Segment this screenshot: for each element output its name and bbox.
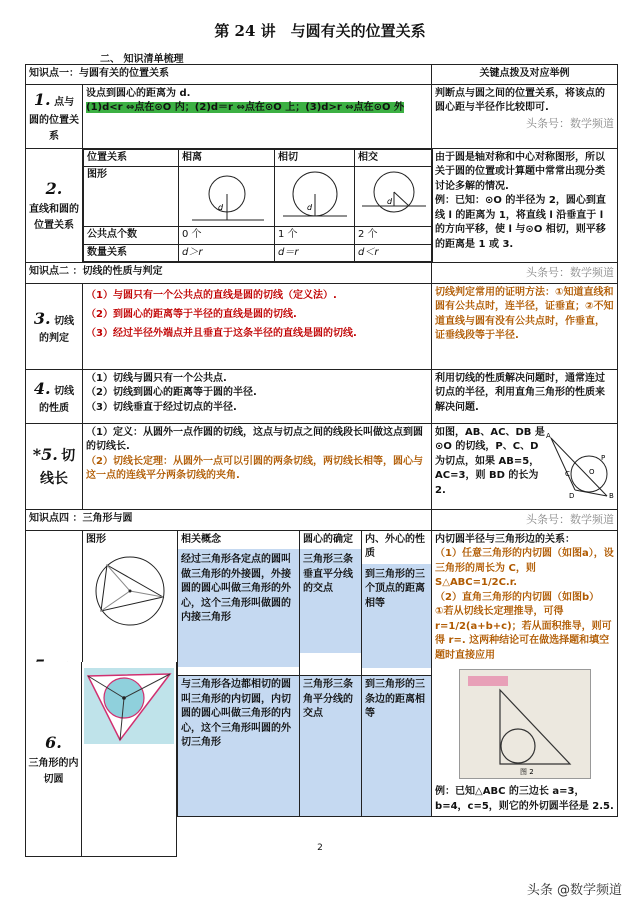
row2-tip-text: 由于圆是轴对称和中心对称图形，所以关于圆的位置或计算题中常常出现分类讨论多解的情况. <box>435 151 606 192</box>
row1-watermark: 头条号：数学频道 <box>526 116 615 130</box>
row6-center-cell <box>300 530 362 675</box>
row1-tip-text: 判断点与圆之间的位置关系，将该点的圆心距与半径作比较即可. <box>435 87 606 113</box>
row7-prop: 到三角形的三条边的距离相等 <box>362 676 432 817</box>
row7-concept: 与三角形各边都相切的圆叫三角形的内切圆，内切圆的圆心叫做三角形的内心，这个三角形叫圆的外切三角形 <box>178 676 300 817</box>
kp2-wm-cell <box>432 263 618 284</box>
line-circle-table <box>83 149 433 263</box>
kp2-header: 知识点二 ：切线的性质与判定 <box>26 263 432 284</box>
row2-num: 2. <box>45 179 63 199</box>
row-tangent-property <box>26 369 618 423</box>
row7-side <box>25 662 82 857</box>
row4-item-1: （1）切线与圆只有一个公共点. <box>86 372 227 384</box>
section-subtitle: 二、 知识清单梳理 <box>100 54 184 65</box>
qty-label: 数量关系 <box>84 244 179 262</box>
row6-concept-cell <box>178 530 300 675</box>
row3-content <box>83 283 432 369</box>
row3-side-label: 切线的判定 <box>39 315 75 345</box>
kp4-tip-3: ①若从切线长定理推导，可得 r=1/2(a+b+c)；若从面积推导，则可得 r=. 这两种结论可在做选择题和填空题时直接应用 <box>435 606 612 661</box>
row4-content <box>83 369 432 423</box>
fig-label-b: B <box>609 491 614 500</box>
kp4-tip-title: 内切圆半径与三角形边的关系： <box>435 533 576 545</box>
row5-def: （1）定义：从圆外一点作圆的切线，这点与切点之间的线段长叫做这点到圆的切线长. <box>86 426 423 453</box>
row4-item-2: （2）切线到圆心的距离等于圆的半径. <box>86 387 257 399</box>
qty-tangent: d＝r <box>275 244 355 262</box>
incircle-figure-cell <box>82 662 177 857</box>
row7-center: 三角形三条角平分线的交点 <box>300 676 362 817</box>
kp4-watermark: 头条号：数学频道 <box>526 512 615 526</box>
row3-tip: 切线判定常用的证明方法：①知道直线和圆有公共点时，连半径，证垂直；②不知道直线与圆有没有公共点时，作垂直，证垂线段等于半径. <box>432 283 618 369</box>
row2-tip <box>432 148 618 263</box>
tips-header: 关键点拨及对应举例 <box>432 65 618 85</box>
row5-side-2: 线长 <box>40 471 68 488</box>
row2-side <box>26 148 83 263</box>
row-point-circle <box>26 84 618 148</box>
row-tangent-judgement <box>26 283 618 369</box>
col-figure: 图形 <box>86 533 106 545</box>
row3-item-3: （3）经过半径外端点并且垂直于这条半径的直线是圆的切线. <box>86 327 357 339</box>
row4-num: 4. <box>33 378 51 398</box>
fig-label-p: P <box>601 453 606 462</box>
row5-content <box>83 423 432 509</box>
col-tangent: 相切 <box>275 149 355 167</box>
row1-num: 1. <box>33 90 51 110</box>
row6-prop: 到三角形的三个顶点的距离相等 <box>362 564 431 668</box>
row1-line1: 设点到圆心的距离为 d. <box>86 87 191 99</box>
fig-label-d: D <box>569 491 575 500</box>
row1-line2-text: (1)d<r ⇔点在⊙O 内；(2)d＝r ⇔点在⊙O 上；(3)d>r ⇔点在⊙O 外 <box>86 102 404 113</box>
row5-thm: （2）切线长定理：从圆外一点可以引圆的两条切线，两切线长相等，圆心与这一点的连线平分两条切线的夹角. <box>86 455 423 482</box>
fig-intersect <box>355 167 433 227</box>
row5-num: *5. <box>32 445 58 465</box>
fig-tangent <box>275 167 355 227</box>
qty-intersect: d＜r <box>355 244 433 262</box>
svg-text:d: d <box>306 203 312 212</box>
col-property: 内、外心的性质 <box>365 533 425 560</box>
kp1-header: 知识点一：与圆有关的位置关系 <box>26 65 432 85</box>
common-tangent: 1 个 <box>275 227 355 245</box>
graph-label: 图形 <box>84 167 179 227</box>
knowledge-table <box>25 64 617 817</box>
row5-side <box>26 423 83 509</box>
row-tangent-length <box>26 423 618 509</box>
row4-item-3: （3）切线垂直于经过切点的半径. <box>86 401 237 413</box>
separate-figure <box>184 168 270 224</box>
svg-text:d: d <box>217 203 223 212</box>
footer-watermark: 头条 @数学频道 <box>526 883 622 898</box>
row3-side <box>26 283 83 369</box>
col-intersect: 相交 <box>355 149 433 167</box>
incircle-figure <box>84 668 174 744</box>
kp2-watermark: 头条号：数学频道 <box>526 266 615 279</box>
common-intersect: 2 个 <box>355 227 433 245</box>
row7-num: 6. <box>45 733 62 753</box>
row2-content <box>83 148 432 263</box>
row3-item-1: （1）与圆只有一个公共点的直线是圆的切线（定义法）. <box>86 289 337 301</box>
col-concept: 相关概念 <box>181 533 221 545</box>
kp4-tip-cell <box>432 530 618 817</box>
page-number: 2 <box>317 843 323 853</box>
row6-center: 三角形三条垂直平分线的交点 <box>300 549 361 653</box>
row2-example: 例：已知：⊙O 的半径为 2，圆心到直线 l 的距离为 1，将直线 l 沿垂直于 l 的方向平移，使 l 与⊙O 相切，则平移的距离是 1 或 3. <box>435 195 606 250</box>
fig-label-o: O <box>589 467 595 476</box>
common-separate: 0 个 <box>179 227 275 245</box>
kp1-header-row <box>26 65 618 85</box>
row6-concept: 经过三角形各定点的圆叫做三角形的外接圆，外接圆的圆心叫做三角形的外心，这个三角形叫做圆的内接三角形 <box>178 549 299 667</box>
kp4-wm-cell <box>432 509 618 530</box>
qty-separate: d＞r <box>179 244 275 262</box>
intersect-figure <box>359 168 429 224</box>
fig-separate <box>179 167 275 227</box>
row-line-circle <box>26 148 618 263</box>
circumcircle-figure <box>85 549 175 629</box>
row3-num: 3. <box>33 308 51 328</box>
kp4-tip-1: （1）任意三角形的内切圆（如图a），设三角形的周长为 C，则 S△ABC=1/2C.r. <box>435 548 614 589</box>
row3-item-2: （2）到圆心的距离等于半径的直线是圆的切线. <box>86 308 297 320</box>
page-title: 第 24 讲 与圆有关的位置关系 <box>214 22 426 40</box>
kp4-header-row <box>26 509 618 530</box>
row4-side-label: 切线的性质 <box>39 385 75 415</box>
common-label: 公共点个数 <box>84 227 179 245</box>
row1-tip <box>432 84 618 148</box>
textbook-photo <box>459 669 591 779</box>
row7-side-label: 三角形的内切圆 <box>28 757 79 785</box>
col-center: 圆心的确定 <box>303 533 353 545</box>
tangent-figure <box>279 168 351 224</box>
row-circumcircle <box>26 530 618 675</box>
row1-line2 <box>86 101 428 116</box>
row1-side <box>26 84 83 148</box>
col-separate: 相离 <box>179 149 275 167</box>
fig-label-c: C <box>565 469 570 478</box>
row6-prop-cell <box>362 530 432 675</box>
fig-label-a: A <box>546 431 551 440</box>
row5-tip-cell <box>432 423 618 509</box>
row5-side-1: 切 <box>61 448 76 465</box>
row4-side <box>26 369 83 423</box>
photo-caption: 图 2 <box>519 768 534 777</box>
col-relation: 位置关系 <box>84 149 179 167</box>
kp4-tip-2: （2）直角三角形的内切圆（如图b） <box>435 591 600 603</box>
row7-example: 例：已知△ABC 的三边长 a=3，b=4，c=5，则它的外切圆半径是 2.5. <box>435 786 614 812</box>
kp4-header: 知识点四 ：三角形与圆 <box>26 509 432 530</box>
row1-content <box>83 84 432 148</box>
row1-side-label: 点与圆的位置关系 <box>29 97 79 142</box>
row5-tip: 如图，AB、AC、DB 是⊙O 的切线，P、C、D 为切点，如果 AB=5，AC=3，则 BD 的长为 2. <box>435 426 545 496</box>
kp2-header-row <box>26 263 618 284</box>
tangent-length-figure <box>545 430 615 502</box>
svg-text:d: d <box>386 197 392 206</box>
row4-tip: 利用切线的性质解决问题时，通常连过切点的半径，利用直角三角形的性质来解决问题. <box>432 369 618 423</box>
row2-side-label: 直线和圆的位置关系 <box>29 204 79 232</box>
